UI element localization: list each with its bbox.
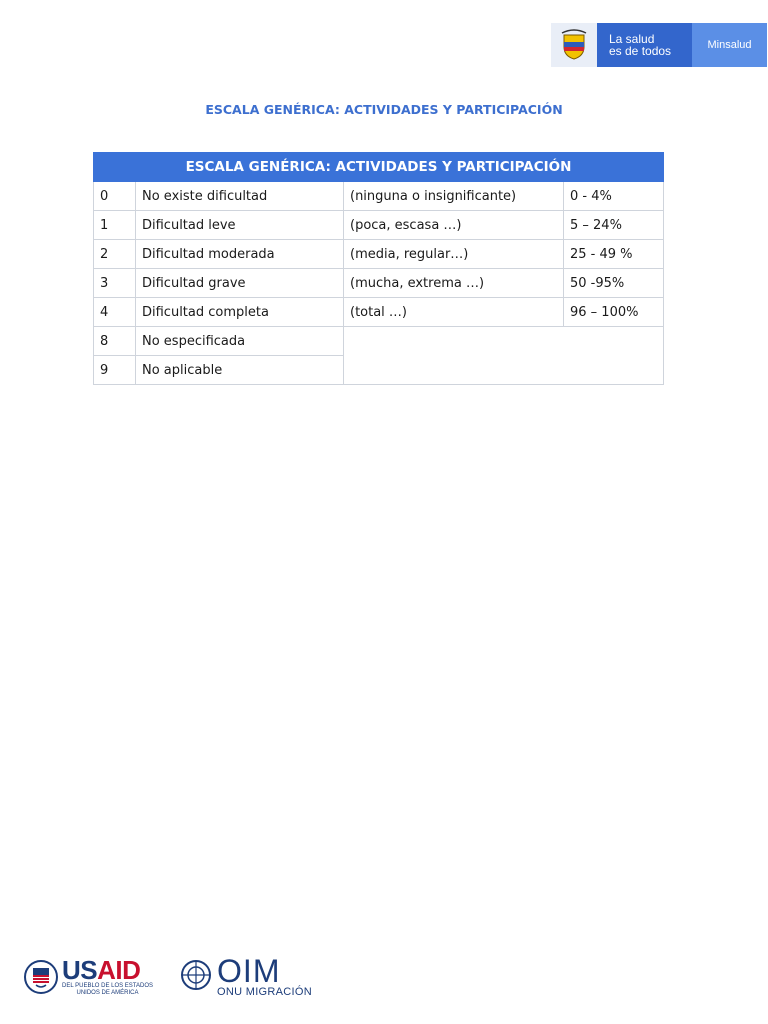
table-row [94,298,664,327]
empty-cell [344,327,664,385]
usaid-tagline-line-2: UNIDOS DE AMÉRICA [76,990,139,996]
scale-range: 0 - 4% [564,182,664,211]
scale-label: No existe dificultad [136,182,344,211]
usaid-logo [24,957,153,997]
oim-tagline: ONU MIGRACIÓN [217,986,312,998]
scale-code: 3 [94,269,136,298]
scale-code: 9 [94,356,136,385]
scale-range: 96 – 100% [564,298,664,327]
scale-label: No especificada [136,327,344,356]
scale-code: 8 [94,327,136,356]
table-body [94,182,664,385]
slogan-line-2: es de todos [609,44,672,58]
scale-label: No aplicable [136,356,344,385]
usaid-wordmark: USAID [62,955,141,985]
usaid-seal-icon [24,960,58,994]
un-emblem-icon [179,958,213,997]
table-row [94,182,664,211]
scale-description: (ninguna o insignificante) [344,182,564,211]
oim-logo [179,953,312,998]
table-header-row [94,153,664,182]
scale-description: (poca, escasa …) [344,211,564,240]
table-row [94,269,664,298]
ministry-label: Minsalud [692,23,767,67]
scale-description: (mucha, extrema …) [344,269,564,298]
slogan-line-1: La salud [609,32,655,46]
coat-of-arms-icon [551,23,597,67]
table-row [94,240,664,269]
table-row [94,327,664,356]
scale-range: 5 – 24% [564,211,664,240]
scale-label: Dificultad completa [136,298,344,327]
scale-range: 25 - 49 % [564,240,664,269]
scale-label: Dificultad leve [136,211,344,240]
scale-description: (media, regular…) [344,240,564,269]
scale-label: Dificultad grave [136,269,344,298]
scale-range: 50 -95% [564,269,664,298]
scale-code: 2 [94,240,136,269]
oim-wordmark: OIM [217,953,281,989]
scale-code: 1 [94,211,136,240]
scale-label: Dificultad moderada [136,240,344,269]
table-header: ESCALA GENÉRICA: ACTIVIDADES Y PARTICIPACIÓN [94,153,664,182]
government-slogan [597,23,692,67]
scale-table [93,152,664,385]
scale-description: (total …) [344,298,564,327]
scale-code: 4 [94,298,136,327]
government-header-badge [551,23,767,67]
page-title: ESCALA GENÉRICA: ACTIVIDADES Y PARTICIPACIÓN [205,102,563,117]
usaid-tagline-line-1: DEL PUEBLO DE LOS ESTADOS [62,983,154,989]
table-row [94,211,664,240]
footer-logos [24,953,312,998]
scale-code: 0 [94,182,136,211]
